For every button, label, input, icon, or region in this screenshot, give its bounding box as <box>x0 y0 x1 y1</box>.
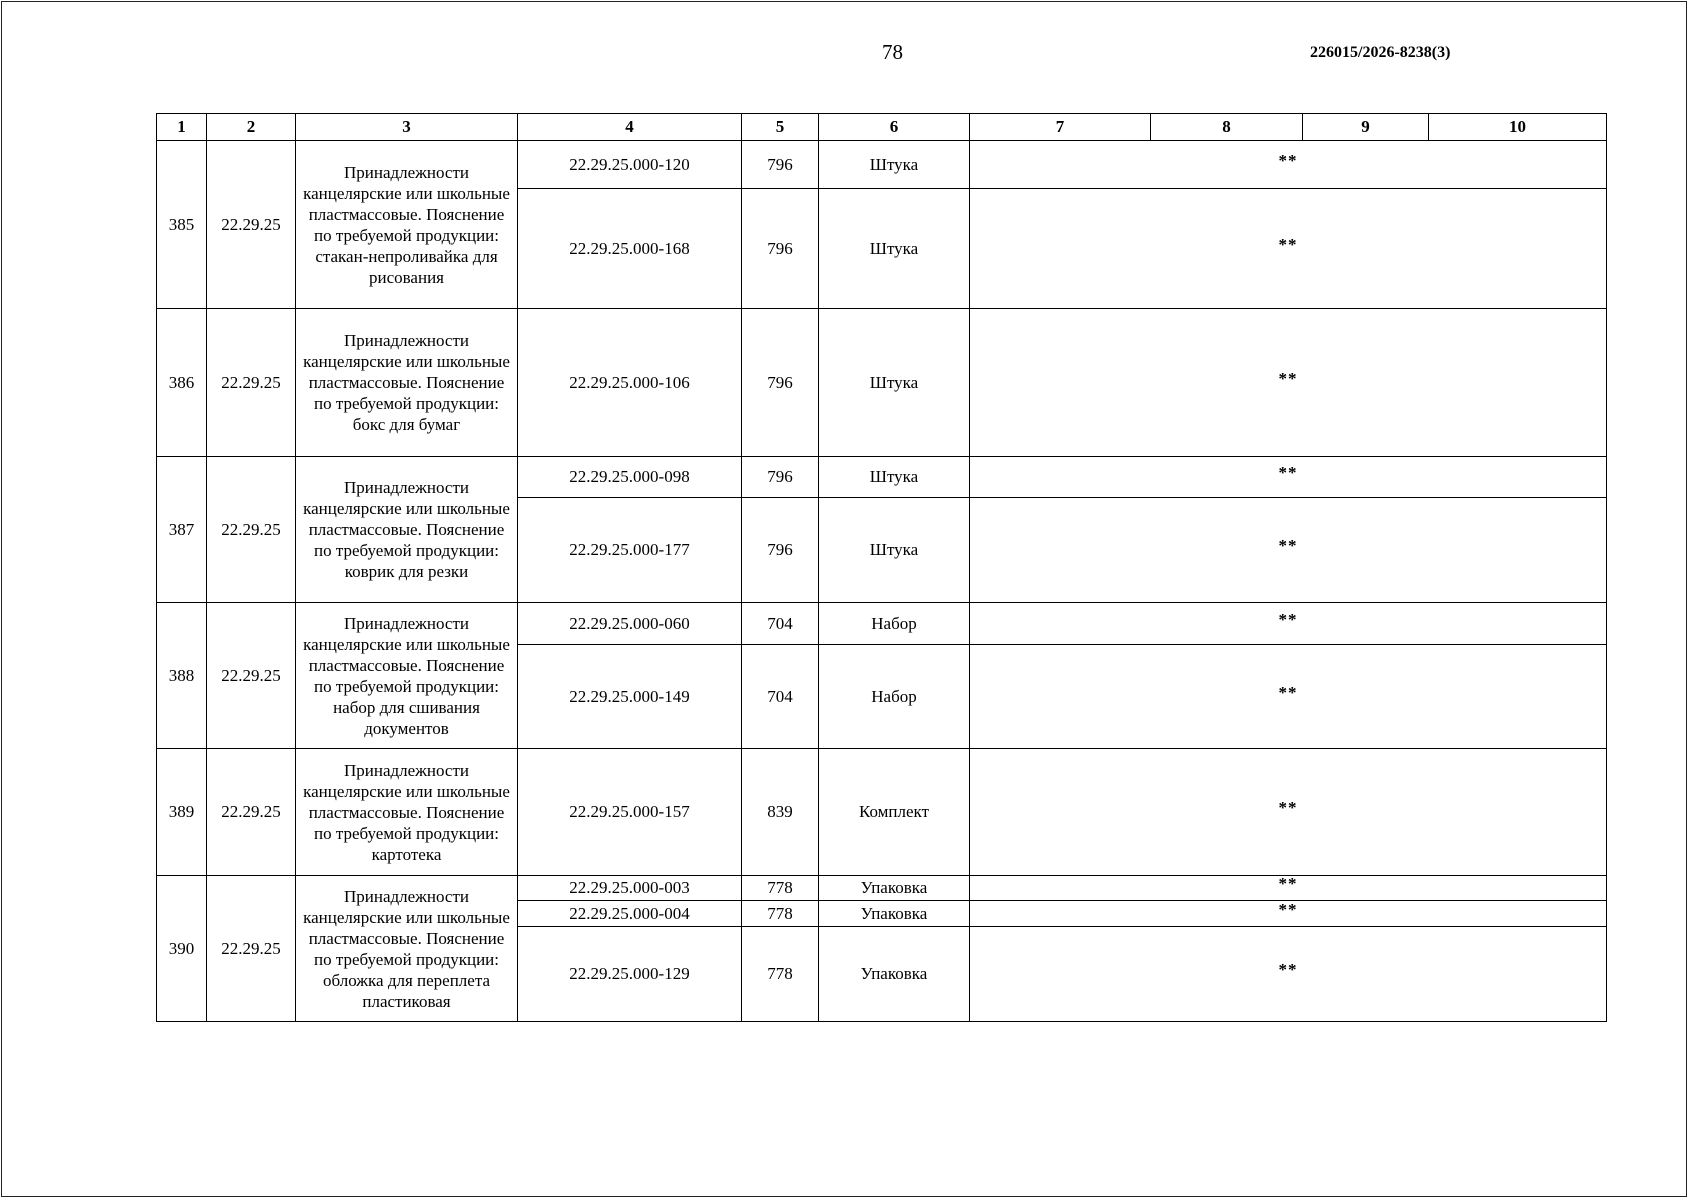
okei-code: 796 <box>742 141 819 189</box>
merged-cell <box>970 141 1607 189</box>
row-number: 385 <box>157 141 207 309</box>
column-header: 3 <box>296 114 518 141</box>
merged-cell <box>970 749 1607 876</box>
page-number: 78 <box>882 40 903 64</box>
ktru-code: 22.29.25.000-157 <box>518 749 742 876</box>
unit-name: Штука <box>819 189 970 309</box>
header-row <box>157 114 1607 141</box>
column-header: 6 <box>819 114 970 141</box>
row-number: 389 <box>157 749 207 876</box>
ktru-code: 22.29.25.000-120 <box>518 141 742 189</box>
row-number: 388 <box>157 603 207 749</box>
okei-code: 839 <box>742 749 819 876</box>
asterisks: ** <box>1278 536 1298 555</box>
okei-code: 704 <box>742 645 819 749</box>
table-row <box>157 749 1607 876</box>
row-number: 387 <box>157 457 207 603</box>
unit-name: Штука <box>819 498 970 603</box>
column-header: 7 <box>970 114 1151 141</box>
item-description: Принадлежности канцелярские или школьные пластмассовые. Пояснение по требуемой продукции: бокс для бумаг <box>296 309 518 457</box>
asterisks: ** <box>1278 798 1298 817</box>
okpd-code: 22.29.25 <box>207 309 296 457</box>
merged-cell <box>970 645 1607 749</box>
ktru-code: 22.29.25.000-060 <box>518 603 742 645</box>
column-header: 1 <box>157 114 207 141</box>
table-row <box>157 457 1607 498</box>
table-row <box>157 876 1607 901</box>
table-row <box>157 309 1607 457</box>
unit-name: Набор <box>819 645 970 749</box>
row-number: 386 <box>157 309 207 457</box>
merged-cell <box>970 927 1607 1022</box>
document-reference: 226015/2026-8238(3) <box>1310 44 1451 61</box>
okei-code: 796 <box>742 309 819 457</box>
okei-code: 704 <box>742 603 819 645</box>
merged-cell <box>970 457 1607 498</box>
ktru-code: 22.29.25.000-177 <box>518 498 742 603</box>
asterisks: ** <box>1278 875 1298 893</box>
okei-code: 796 <box>742 189 819 309</box>
ktru-code: 22.29.25.000-098 <box>518 457 742 498</box>
item-description: Принадлежности канцелярские или школьные пластмассовые. Пояснение по требуемой продукции: набор для сшивания документов <box>296 603 518 749</box>
merged-cell <box>970 189 1607 309</box>
asterisks: ** <box>1278 234 1298 254</box>
asterisks: ** <box>1278 682 1298 702</box>
column-header: 4 <box>518 114 742 141</box>
item-description: Принадлежности канцелярские или школьные пластмассовые. Пояснение по требуемой продукции: картотека <box>296 749 518 876</box>
okpd-code: 22.29.25 <box>207 457 296 603</box>
unit-name: Штука <box>819 141 970 189</box>
column-header: 2 <box>207 114 296 141</box>
ktru-code: 22.29.25.000-149 <box>518 645 742 749</box>
ktru-code: 22.29.25.000-168 <box>518 189 742 309</box>
table-row <box>157 603 1607 645</box>
column-header: 8 <box>1151 114 1303 141</box>
okei-code: 778 <box>742 876 819 901</box>
unit-name: Набор <box>819 603 970 645</box>
asterisks: ** <box>1278 900 1298 919</box>
okei-code: 778 <box>742 901 819 927</box>
ktru-code: 22.29.25.000-004 <box>518 901 742 927</box>
merged-cell <box>970 876 1607 901</box>
item-description: Принадлежности канцелярские или школьные пластмассовые. Пояснение по требуемой продукции: коврик для резки <box>296 457 518 603</box>
ktru-code: 22.29.25.000-003 <box>518 876 742 901</box>
item-description: Принадлежности канцелярские или школьные пластмассовые. Пояснение по требуемой продукции: стакан-непроливайка для рисования <box>296 141 518 309</box>
asterisks: ** <box>1278 150 1298 170</box>
column-header: 9 <box>1303 114 1429 141</box>
okpd-code: 22.29.25 <box>207 876 296 1022</box>
row-number: 390 <box>157 876 207 1022</box>
asterisks: ** <box>1278 463 1298 482</box>
merged-cell <box>970 603 1607 645</box>
ktru-code: 22.29.25.000-106 <box>518 309 742 457</box>
unit-name: Упаковка <box>819 927 970 1022</box>
merged-cell <box>970 901 1607 927</box>
okpd-code: 22.29.25 <box>207 749 296 876</box>
okei-code: 796 <box>742 457 819 498</box>
okei-code: 778 <box>742 927 819 1022</box>
goods-table <box>156 113 1607 1022</box>
column-header: 10 <box>1429 114 1607 141</box>
asterisks: ** <box>1278 960 1298 979</box>
okpd-code: 22.29.25 <box>207 141 296 309</box>
item-description: Принадлежности канцелярские или школьные пластмассовые. Пояснение по требуемой продукции: обложка для переплета пластиковая <box>296 876 518 1022</box>
merged-cell <box>970 498 1607 603</box>
unit-name: Штука <box>819 309 970 457</box>
unit-name: Упаковка <box>819 901 970 927</box>
okei-code: 796 <box>742 498 819 603</box>
table-row <box>157 141 1607 189</box>
unit-name: Упаковка <box>819 876 970 901</box>
column-header: 5 <box>742 114 819 141</box>
merged-cell <box>970 309 1607 457</box>
unit-name: Комплект <box>819 749 970 876</box>
unit-name: Штука <box>819 457 970 498</box>
ktru-code: 22.29.25.000-129 <box>518 927 742 1022</box>
asterisks: ** <box>1278 609 1298 629</box>
asterisks: ** <box>1278 368 1298 388</box>
okpd-code: 22.29.25 <box>207 603 296 749</box>
